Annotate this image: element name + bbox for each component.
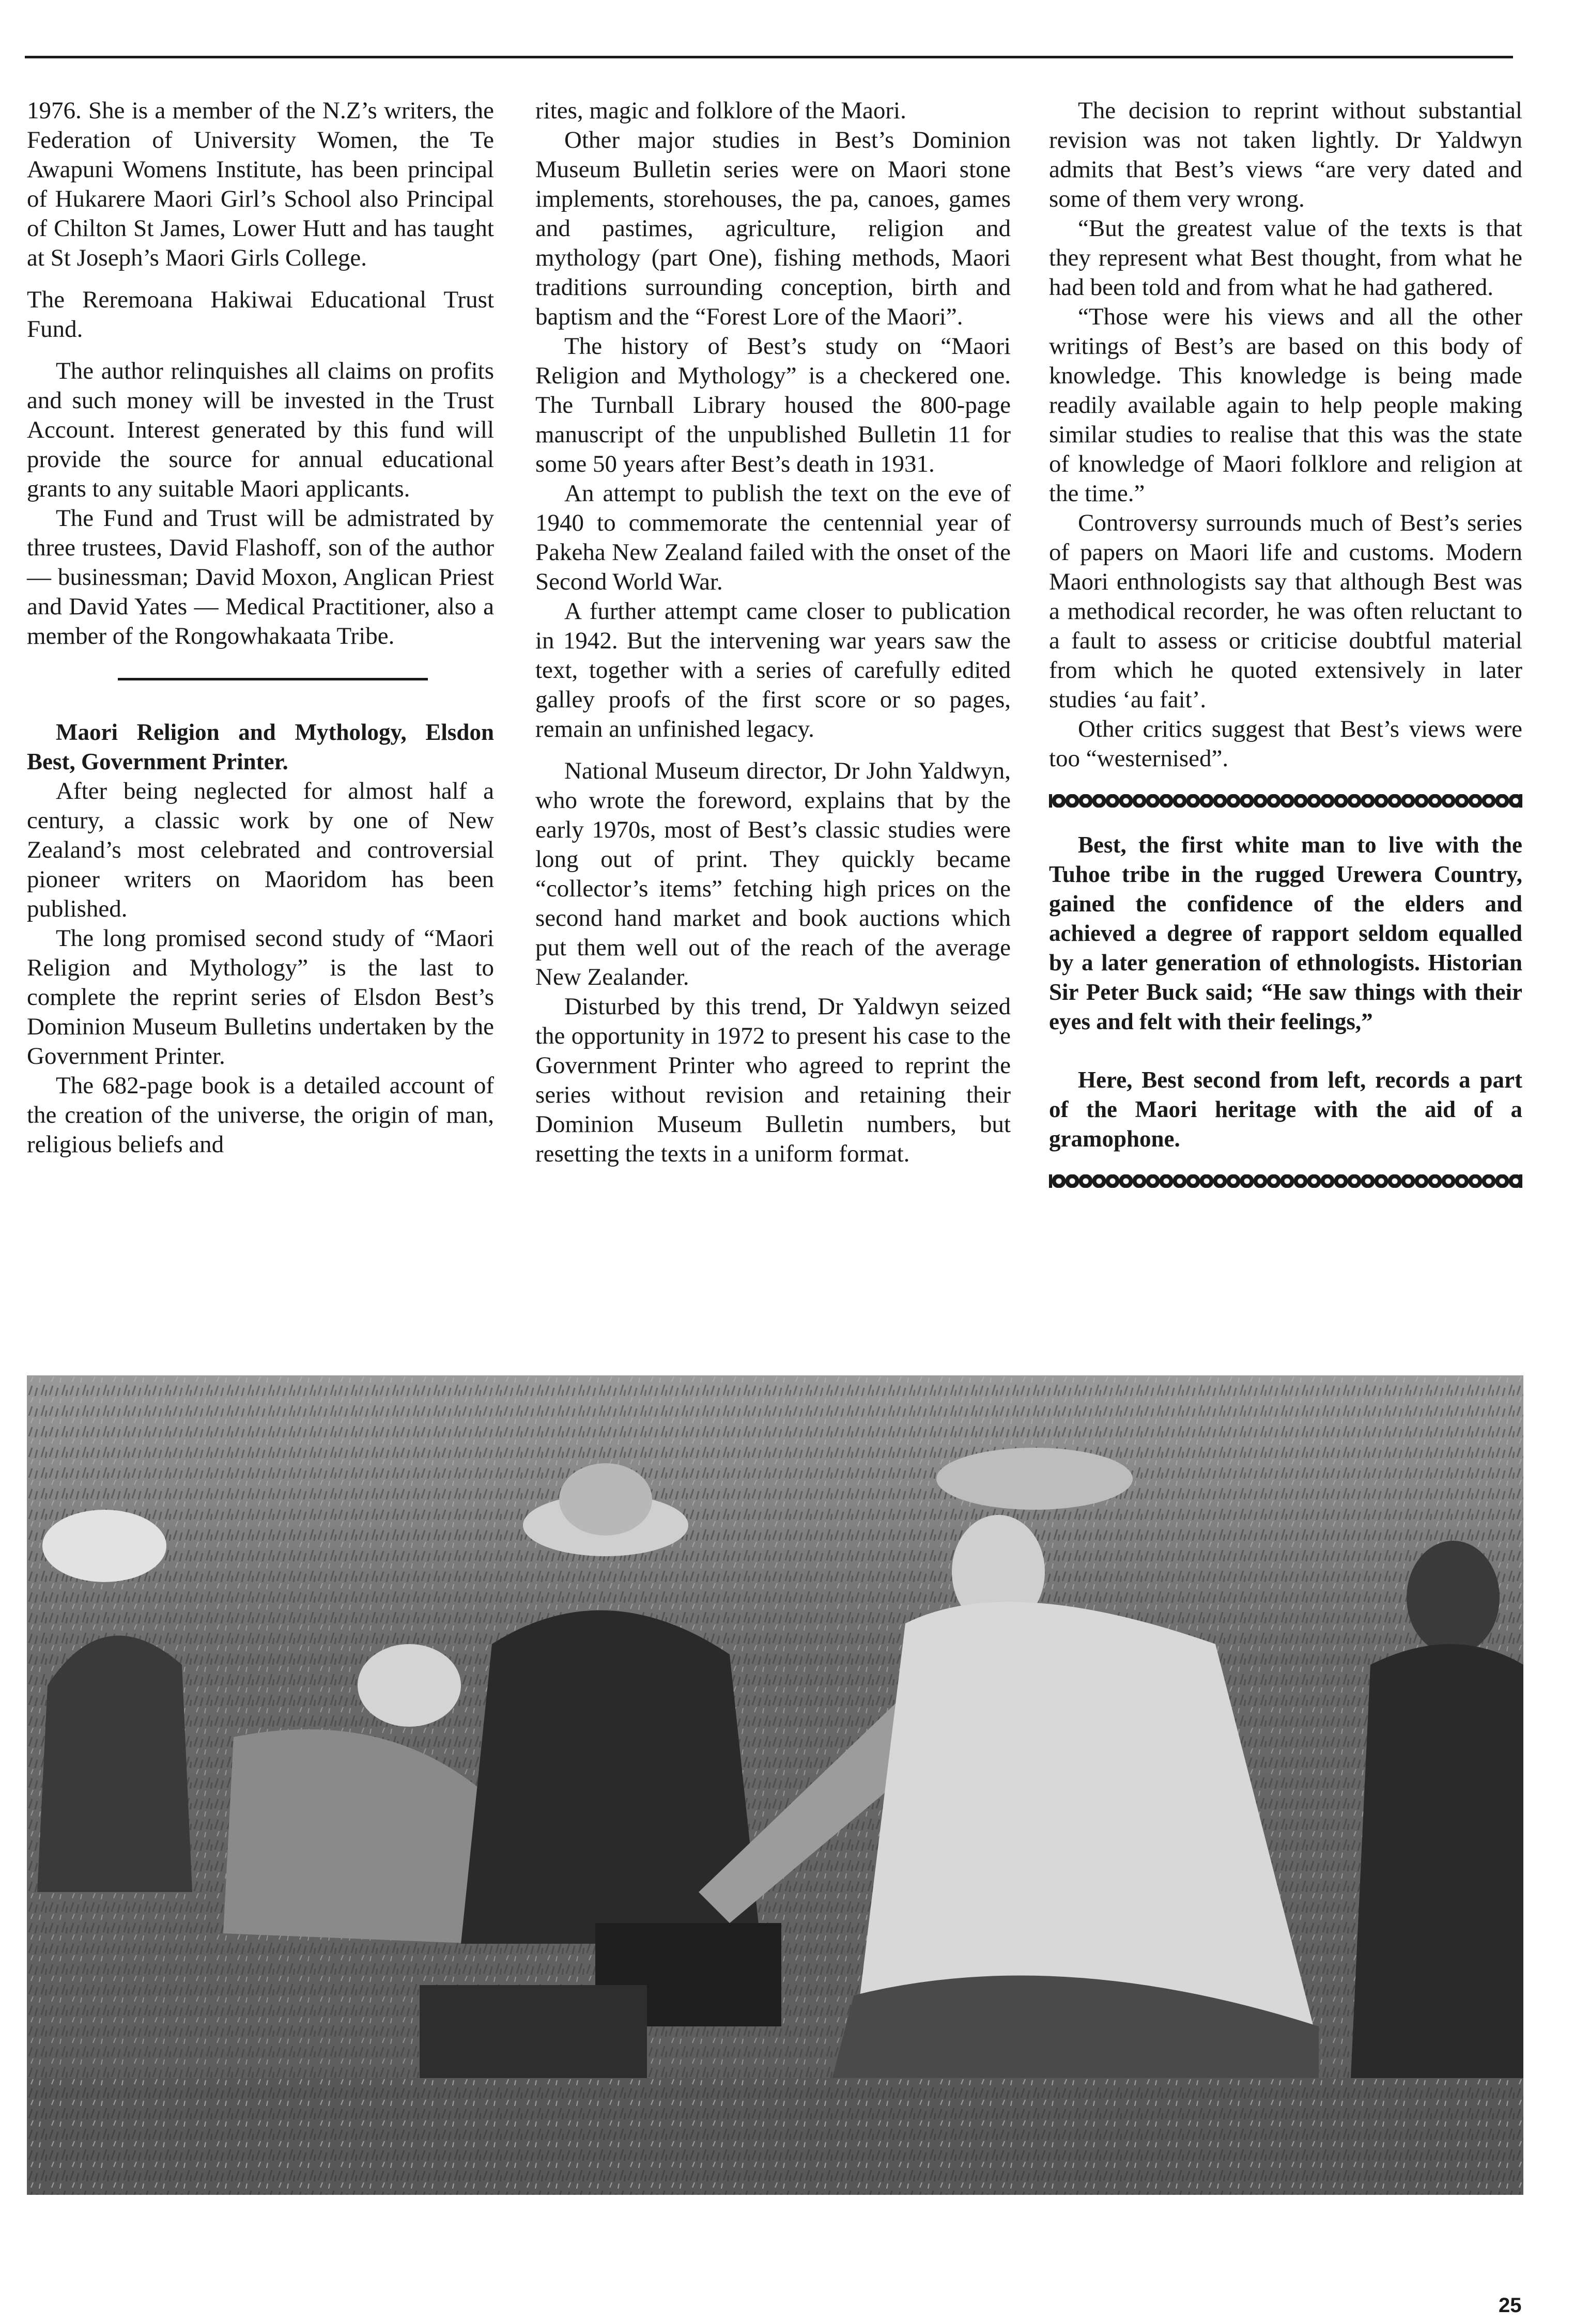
- column-3-paragraph-1: The decision to reprint without substantial revision was not taken lightly. Dr Yaldwyn admits that Best’s views “are very dated and some of them very wrong.: [1049, 97, 1522, 212]
- column-3: [1049, 96, 1522, 1211]
- column-3-paragraph-3: “Those were his views and all the other writings of Best’s are based on this body of knowledge. This knowledge is being made readily available again to help people making similar studies to realise that this was the state of knowledge of Maori folklore and religion at the time.”: [1049, 303, 1522, 507]
- column-2-paragraph-1: rites, magic and folklore of the Maori.: [535, 97, 906, 124]
- column-2-paragraph-2: Other major studies in Best’s Dominion Museum Bulletin series were on Maori stone implements, storehouses, the pa, canoes, games and pastimes, agriculture, religion and mythology (part One), fishing methods, Maori traditions surrounding conception, birth and baptism and the “Forest Lore of the Maori”.: [535, 127, 1011, 330]
- ornamental-rule-top: [1049, 794, 1522, 808]
- column-1-paragraph-6: The long promised second study of “Maori Religion and Mythology” is the last to complete the reprint series of Elsdon Best’s Dominion Museum Bulletins undertaken by the Government Printer.: [27, 925, 494, 1070]
- column-3-paragraph-2: “But the greatest value of the texts is that they represent what Best thought, from what he had been told and from what he had gathered.: [1049, 215, 1522, 301]
- column-1-paragraph-4: The Fund and Trust will be admistrated by three trustees, David Flashoff, son of the author — businessman; David Moxon, Anglican Priest and David Yates — Medical Practitioner, also a member of the Rongowhakaata Tribe.: [27, 505, 494, 649]
- column-2-paragraph-6: National Museum director, Dr John Yaldwyn, who wrote the foreword, explains that by the early 1970s, most of Best’s classic studies were long out of print. They quickly became “collector’s items” fetching high prices on the second hand market and book auctions which put them well out of the reach of the average New Zealander.: [535, 757, 1011, 990]
- column-2-paragraph-5: A further attempt came closer to publication in 1942. But the intervening war years saw the text, together with a series of carefully edited galley proofs of the first score or so pages, remain an unfinished legacy.: [535, 598, 1011, 742]
- photo-caption-1: Best, the first white man to live with the Tuhoe tribe in the rugged Urewera Country, gained the confidence of the elders and achieved a degree of rapport seldom equalled by a later generation of ethnologists. Historian Sir Peter Buck said; “He saw things with their eyes and felt with their feelings,”: [1049, 832, 1522, 1034]
- photo-caption-2: Here, Best second from left, records a part of the Maori heritage with the aid of a gramophone.: [1049, 1067, 1522, 1152]
- top-rule: [25, 56, 1513, 58]
- column-3-paragraph-5: Other critics suggest that Best’s views were too “westernised”.: [1049, 716, 1522, 772]
- column-2-paragraph-3: The history of Best’s study on “Maori Religion and Mythology” is a checkered one. The Turnball Library housed the 800-page manuscript of the unpublished Bulletin 11 for some 50 years after Best’s death in 1931.: [535, 333, 1011, 477]
- column-1-paragraph-3: The author relinquishes all claims on profits and such money will be invested in the Trust Account. Interest generated by this fund will provide the source for annual educational grants to any suitable Maori applicants.: [27, 358, 494, 502]
- column-1: [27, 96, 494, 1159]
- column-1-paragraph-7: The 682-page book is a detailed account of the creation of the universe, the origin of man, religious beliefs and: [27, 1072, 494, 1158]
- section-divider: [118, 678, 428, 680]
- column-2-paragraph-4: An attempt to publish the text on the eve of 1940 to commemorate the centennial year of Pakeha New Zealand failed with the onset of the Second World War.: [535, 480, 1011, 595]
- page-number: 25: [1499, 2294, 1522, 2317]
- book-review-heading: Maori Religion and Mythology, Elsdon Best, Government Printer.: [27, 719, 494, 774]
- trust-fund-heading: The Reremoana Hakiwai Educational Trust Fund.: [27, 286, 494, 343]
- gramophone-recording-photo: [27, 1375, 1523, 2195]
- column-1-paragraph-5: After being neglected for almost half a century, a classic work by one of New Zealand’s most celebrated and controversial pioneer writers on Maoridom has been published.: [27, 778, 494, 922]
- column-3-paragraph-4: Controversy surrounds much of Best’s series of papers on Maori life and customs. Modern Maori enthnologists say that although Best was a methodical recorder, he was often reluctant to a fault to assess or criticise doubtful material from which he quoted extensively in later studies ‘au fait’.: [1049, 509, 1522, 713]
- column-1-paragraph-1: 1976. She is a member of the N.Z’s writers, the Federation of University Women, the Te Awapuni Womens Institute, has been principal of Hukarere Maori Girl’s School also Principal of Chilton St James, Lower Hutt and has taught at St Joseph’s Maori Girls College.: [27, 97, 494, 271]
- column-2: [535, 96, 1011, 1169]
- column-2-paragraph-7: Disturbed by this trend, Dr Yaldwyn seized the opportunity in 1972 to present his case to the Government Printer who agreed to reprint the series without revision and retaining their Dominion Museum Bulletin numbers, but resetting the texts in a uniform format.: [535, 993, 1011, 1167]
- ornamental-rule-bottom: [1049, 1174, 1522, 1188]
